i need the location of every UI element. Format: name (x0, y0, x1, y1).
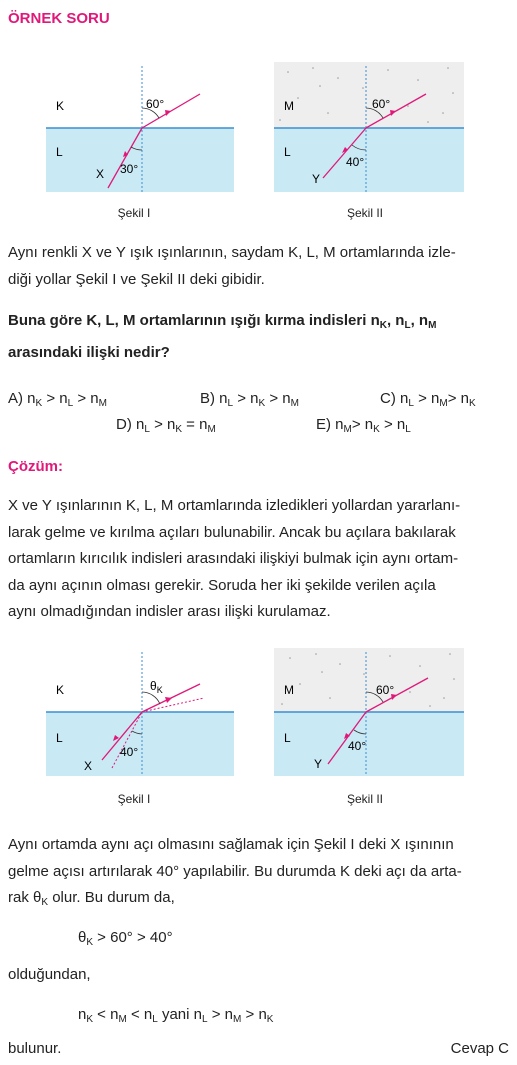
example-question-title: ÖRNEK SORU (8, 10, 110, 27)
figure-1-bottom (40, 646, 250, 786)
since-text: olduğundan, (8, 966, 91, 983)
question-ask (8, 308, 510, 366)
explanation-text (8, 832, 510, 917)
medium-l-region (274, 712, 464, 776)
angle-label-top: 60° (372, 97, 391, 111)
solution-line: ortamların kırıcılık indisleri arasındaki ilişkiyi bulmak için aynı ortam- (8, 550, 459, 567)
angle-label-top: 60° (146, 97, 165, 111)
option-c: C) $n_L > n_M> n_K$ (380, 390, 476, 409)
ray-label-y: Y (312, 172, 321, 186)
medium-l-region (46, 712, 234, 776)
ray-label-y: Y (314, 757, 323, 771)
ray-label-x: X (96, 167, 105, 181)
explanation-line-1: Aynı ortamda aynı açı olmasını sağlamak için Şekil I deki X ışınının (8, 836, 454, 853)
solution-line: larak gelme ve kırılma açıları bulunabilir. Ancak bu açılara bakılarak (8, 523, 456, 541)
question-intro (8, 240, 510, 293)
figure-1-top (40, 58, 250, 198)
ray-arrow (165, 110, 171, 116)
option-b: B) $n_L > n_K > n_M$ (200, 390, 299, 409)
angle-label-bottom: 30° (120, 162, 139, 176)
medium-label-l: L (56, 731, 63, 745)
relation-theta: $\theta_K > 60^\circ > 40^\circ$ (78, 929, 173, 948)
medium-m-region (274, 648, 464, 712)
option-a: A) $n_K > n_L > n_M$ (8, 390, 107, 409)
medium-label-k: K (56, 683, 65, 697)
angle-label-bottom: 40° (348, 739, 367, 753)
figure-2-bottom (268, 646, 478, 786)
medium-label-l: L (284, 731, 291, 745)
angle-label-theta: $\theta_K$ (150, 679, 163, 695)
caption-figure-1: Şekil I (117, 206, 151, 220)
ray-arrow (165, 697, 172, 703)
angle-label-bottom: 40° (120, 745, 139, 759)
ray-label-x: X (84, 759, 93, 773)
medium-l-region (46, 128, 234, 192)
figure-2-top (268, 58, 478, 198)
option-d: D) $n_L > n_K = n_M$ (116, 416, 216, 435)
new-refracted-ray (142, 698, 204, 712)
solution-line: X ve Y ışınlarının K, L, M ortamlarında izledikleri yollardan yararlanı- (8, 497, 461, 514)
solution-line: aynı olmadığından indisler arası ilişki kurulamaz. (8, 603, 331, 620)
solution-line: da aynı açının olması gerekir. Soruda her iki şekilde verilen açıla (8, 576, 436, 594)
explanation-line-3: rak $\theta_K$ olur. Bu durum da, (8, 889, 175, 908)
angle-label-top: 60° (376, 683, 395, 697)
angle-label-bottom: 40° (346, 155, 365, 169)
medium-m-region (274, 62, 464, 128)
caption-figure-2: Şekil II (346, 206, 383, 220)
medium-label-m: M (284, 99, 294, 113)
medium-l-region (274, 128, 464, 192)
final-relation: $n_K < n_M < n_L$ yani $n_L > n_M > n_K$ (78, 1006, 274, 1025)
question-ask-line-1: Buna göre K, L, M ortamlarının ışığı kırma indisleri $n_K$, $n_L$, $n_M$ (8, 312, 437, 331)
caption-figure-1-bottom: Şekil I (117, 792, 151, 806)
caption-figure-2-bottom: Şekil II (346, 792, 383, 806)
solution-heading: Çözüm: (8, 458, 63, 475)
answer-label: Cevap C (450, 1040, 509, 1057)
medium-label-k: K (56, 99, 65, 113)
medium-label-m: M (284, 683, 294, 697)
conclusion-text: bulunur. (8, 1040, 62, 1057)
option-e: E) $n_M> n_K > n_L$ (316, 416, 411, 435)
explanation-line-2: gelme açısı artırılarak 40° yapılabilir. Bu durumda K deki açı da arta- (8, 862, 462, 880)
question-intro-line-2: diği yollar Şekil I ve Şekil II deki gibidir. (8, 270, 265, 288)
question-ask-text: Buna göre K, L, M ortamlarının ışığı kırma indisleri n (8, 312, 380, 329)
question-intro-line-1: Aynı renkli X ve Y ışık ışınlarının, saydam K, L, M ortamlarında izle- (8, 244, 456, 261)
medium-label-l: L (284, 145, 291, 159)
question-ask-line-2: arasındaki ilişki nedir? (8, 343, 170, 361)
solution-text (8, 493, 510, 626)
medium-label-l: L (56, 145, 63, 159)
